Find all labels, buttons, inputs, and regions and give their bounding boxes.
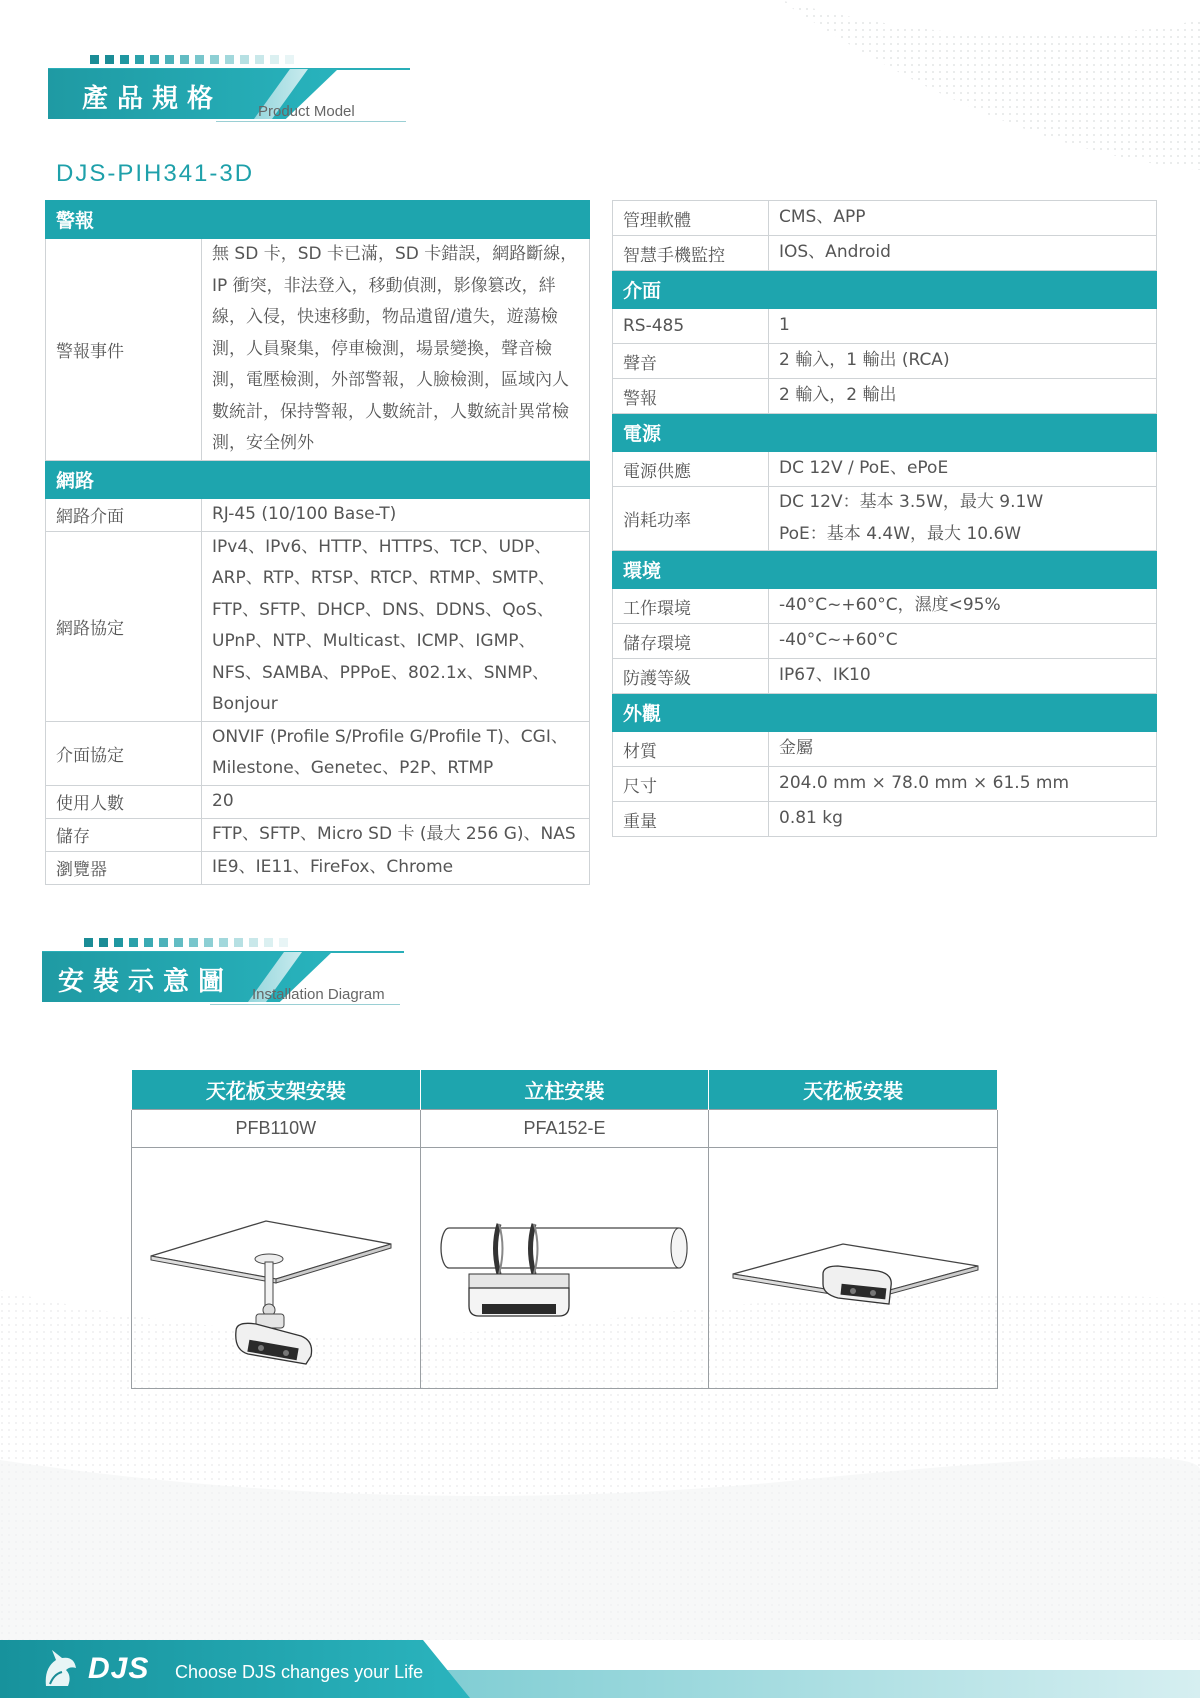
spec-table-left xyxy=(45,200,590,885)
spec-row xyxy=(613,344,1157,379)
spec-row xyxy=(613,659,1157,694)
spec-row xyxy=(613,732,1157,767)
spec-row xyxy=(613,624,1157,659)
spec-category-row xyxy=(613,551,1157,589)
header-dots xyxy=(90,55,294,64)
spec-key: 聲音 xyxy=(613,344,769,379)
spec-value: IE9、IE11、FireFox、Chrome xyxy=(202,851,590,884)
install-section-header xyxy=(42,938,412,1008)
spec-key: 網路協定 xyxy=(46,531,202,721)
installation-table xyxy=(131,1069,998,1389)
spec-key: 儲存環境 xyxy=(613,624,769,659)
spec-row xyxy=(613,452,1157,487)
spec-row xyxy=(613,802,1157,837)
spec-value: DC 12V：基本 3.5W，最大 9.1W PoE：基本 4.4W，最大 10.6W xyxy=(769,487,1157,551)
spec-row xyxy=(46,531,590,721)
spec-key: 尺寸 xyxy=(613,767,769,802)
spec-value: 20 xyxy=(202,785,590,818)
spec-table-right xyxy=(612,200,1157,837)
footer xyxy=(0,1640,1200,1698)
spec-row xyxy=(613,201,1157,236)
install-section-subtitle: Installation Diagram xyxy=(252,986,385,1003)
spec-row xyxy=(46,239,590,461)
spec-key: 防護等級 xyxy=(613,659,769,694)
spec-category-label: 環境 xyxy=(613,551,1157,589)
spec-value: IOS、Android xyxy=(769,236,1157,271)
spec-key: 警報事件 xyxy=(46,239,202,461)
spec-row xyxy=(613,589,1157,624)
footer-band-light xyxy=(430,1670,1200,1698)
spec-value: DC 12V / PoE、ePoE xyxy=(769,452,1157,487)
install-code-ceiling-bracket: PFB110W xyxy=(132,1110,421,1148)
spec-key: 工作環境 xyxy=(613,589,769,624)
install-code-ceiling xyxy=(709,1110,998,1148)
spec-category-label: 電源 xyxy=(613,414,1157,452)
spec-value: -40°C~+60°C，濕度<95% xyxy=(769,589,1157,624)
spec-value: 金屬 xyxy=(769,732,1157,767)
spec-key: 管理軟體 xyxy=(613,201,769,236)
spec-key: 智慧手機監控 xyxy=(613,236,769,271)
spec-category-label: 外觀 xyxy=(613,694,1157,732)
spec-key: 消耗功率 xyxy=(613,487,769,551)
spec-value: IP67、IK10 xyxy=(769,659,1157,694)
spec-value: 無 SD 卡，SD 卡已滿，SD 卡錯誤，網路斷線，IP 衝突，非法登入，移動偵測，影像篡改，絆線，入侵，快速移動，物品遺留/遺失，遊蕩檢測，人員聚集，停車檢測，場景變換，聲音檢測，電壓檢測，外部警報，人臉檢測，區域內人數統計，保持警報，人數統計，人數統計異常檢測，安全例外 xyxy=(202,239,590,461)
spec-key: 介面協定 xyxy=(46,721,202,785)
model-number: DJS-PIH341-3D xyxy=(56,160,255,187)
pole-diagram-image xyxy=(424,1166,704,1366)
header-dots xyxy=(84,938,288,947)
spec-row xyxy=(46,818,590,851)
spec-value: 1 xyxy=(769,309,1157,344)
spec-category-row xyxy=(46,201,590,239)
ceiling-bracket-diagram-image xyxy=(136,1166,416,1366)
spec-row xyxy=(613,487,1157,551)
spec-category-label: 警報 xyxy=(46,201,590,239)
spec-key: 材質 xyxy=(613,732,769,767)
spec-row xyxy=(613,767,1157,802)
spec-key: 使用人數 xyxy=(46,785,202,818)
spec-value: IPv4、IPv6、HTTP、HTTPS、TCP、UDP、ARP、RTP、RTSP、RTCP、RTMP、SMTP、FTP、SFTP、DHCP、DNS、DDNS、QoS、UPnP、NTP、Multicast、ICMP、IGMP、NFS、SAMBA、PPPoE、802.1x、SNMP、Bonjour xyxy=(202,531,590,721)
spec-value: ONVIF (Profile S/Profile G/Profile T)、CGI、Milestone、Genetec、P2P、RTMP xyxy=(202,721,590,785)
diagram-ceiling-bracket xyxy=(132,1148,421,1389)
spec-row xyxy=(46,851,590,884)
diagram-ceiling xyxy=(709,1148,998,1389)
install-section-title: 安裝示意圖 xyxy=(58,967,234,997)
unicorn-logo-icon xyxy=(40,1646,82,1692)
spec-category-row xyxy=(613,271,1157,309)
spec-row xyxy=(46,498,590,531)
spec-key: 瀏覽器 xyxy=(46,851,202,884)
spec-key: 儲存 xyxy=(46,818,202,851)
spec-row xyxy=(46,785,590,818)
spec-value: 204.0 mm × 78.0 mm × 61.5 mm xyxy=(769,767,1157,802)
footer-brand: DJS xyxy=(88,1652,150,1685)
spec-category-row xyxy=(46,460,590,498)
spec-key: 警報 xyxy=(613,379,769,414)
spec-row xyxy=(613,379,1157,414)
spec-value: 2 輸入，1 輸出 (RCA) xyxy=(769,344,1157,379)
spec-value: 2 輸入，2 輸出 xyxy=(769,379,1157,414)
spec-key: 網路介面 xyxy=(46,498,202,531)
spec-value: RJ-45 (10/100 Base-T) xyxy=(202,498,590,531)
spec-key: RS-485 xyxy=(613,309,769,344)
spec-section-title: 產品規格 xyxy=(82,84,223,114)
spec-value: CMS、APP xyxy=(769,201,1157,236)
spec-value: -40°C~+60°C xyxy=(769,624,1157,659)
spec-row xyxy=(46,721,590,785)
spec-value: 0.81 kg xyxy=(769,802,1157,837)
spec-section-subtitle: Product Model xyxy=(258,103,355,120)
spec-key: 電源供應 xyxy=(613,452,769,487)
install-header-ceiling-bracket: 天花板支架安裝 xyxy=(132,1070,421,1110)
spec-category-label: 介面 xyxy=(613,271,1157,309)
spec-category-row xyxy=(613,414,1157,452)
diagram-pole xyxy=(420,1148,709,1389)
spec-key: 重量 xyxy=(613,802,769,837)
spec-section-header xyxy=(48,55,418,125)
install-header-pole: 立柱安裝 xyxy=(420,1070,709,1110)
spec-value: FTP、SFTP、Micro SD 卡 (最大 256 G)、NAS xyxy=(202,818,590,851)
spec-category-row xyxy=(613,694,1157,732)
footer-tagline: Choose DJS changes your Life xyxy=(175,1662,424,1682)
install-header-ceiling: 天花板安裝 xyxy=(709,1070,998,1110)
spec-category-label: 網路 xyxy=(46,460,590,498)
ceiling-diagram-image xyxy=(713,1166,993,1366)
spec-row xyxy=(613,309,1157,344)
install-code-pole: PFA152-E xyxy=(420,1110,709,1148)
spec-row xyxy=(613,236,1157,271)
